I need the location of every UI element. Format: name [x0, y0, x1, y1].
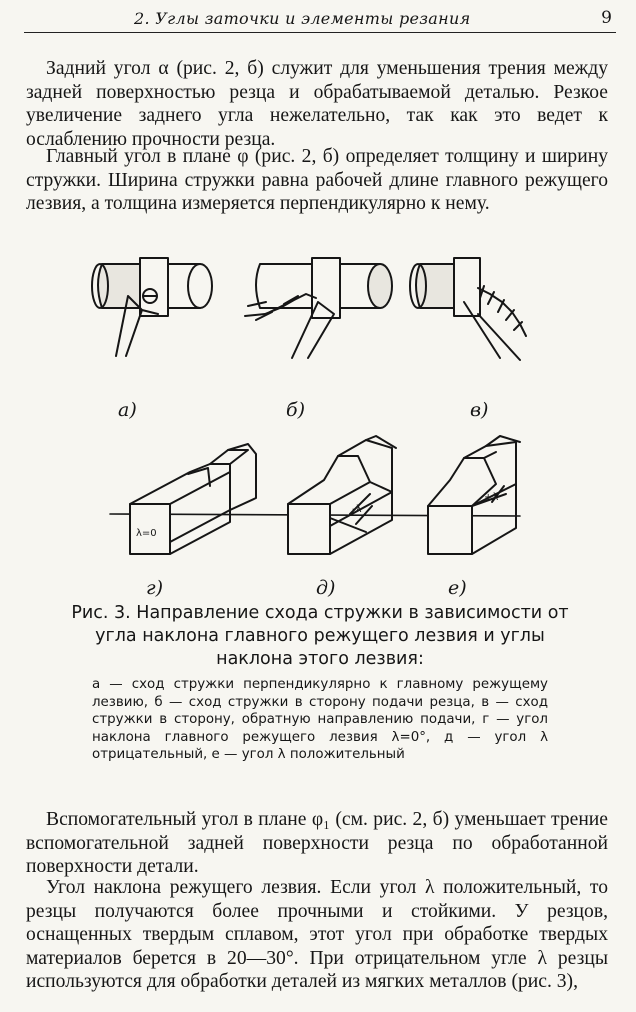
label-a: а)	[118, 399, 137, 421]
page-number: 9	[601, 8, 612, 28]
paragraph-main-angle: Главный угол в плане φ (рис. 2, б) определяет толщину и ширину стружки. Ширина стружки равна рабочей длине главного режущего лезвия, а толщина измеряется перпендикулярно к нему.	[26, 146, 608, 215]
label-e: е)	[448, 577, 467, 599]
label-c: в)	[470, 399, 489, 421]
paragraph-auxiliary-angle: Вспомогательный угол в плане φ₁ (см. рис. 2, б) уменьшает трение вспомогательной задней поверхности резца по обработанной поверхности детали.	[26, 809, 608, 878]
figure-3	[80, 236, 560, 606]
drawing-b	[245, 258, 392, 358]
tag-lambda-zero: λ=0	[136, 528, 157, 539]
label-d: д)	[316, 577, 336, 599]
label-b: б)	[286, 399, 306, 421]
drawing-a	[92, 258, 212, 356]
drawing-e	[428, 436, 520, 554]
drawing-d	[288, 436, 396, 554]
drawing-c	[410, 258, 526, 360]
running-header	[24, 6, 616, 33]
paragraph-rear-angle: Задний угол α (рис. 2, б) служит для уменьшения трения между задней поверхностью резца и обрабатываемой деталью. Резкое увеличение заднего угла нежелательно, так как это ведет к ослаблению прочности резца.	[26, 58, 608, 150]
label-g: г)	[146, 577, 164, 599]
tag-lambda-plus: +λ	[484, 492, 499, 503]
chapter-title: 2. Углы заточки и элементы резания	[134, 9, 471, 28]
figure-legend: а — сход стружки перпендикулярно к главному режущему лезвию, б — сход стружки в сторону подачи резца, в — сход стружки в сторону, обратную направлению подачи, г — угол наклона главного режущего лезвия λ=0°, д — угол λ отрицательный, е — угол λ положительный	[92, 677, 548, 763]
figure-caption: Рис. 3. Направление схода стружки в зависимости от угла наклона главного режущего лезвия и углы наклона этого лезвия:	[71, 603, 569, 669]
paragraph-inclination-angle: Угол наклона режущего лезвия. Если угол λ положительный, то резцы получаются более прочными и стойкими. У резцов, оснащенных твердым сплавом, этот угол при обработке твердых материалов берется в 20—30°. При отрицательном угле λ резцы используются для обработки деталей из мягких металлов (рис. 3),	[26, 877, 608, 993]
tag-lambda-minus: -λ	[352, 504, 362, 515]
